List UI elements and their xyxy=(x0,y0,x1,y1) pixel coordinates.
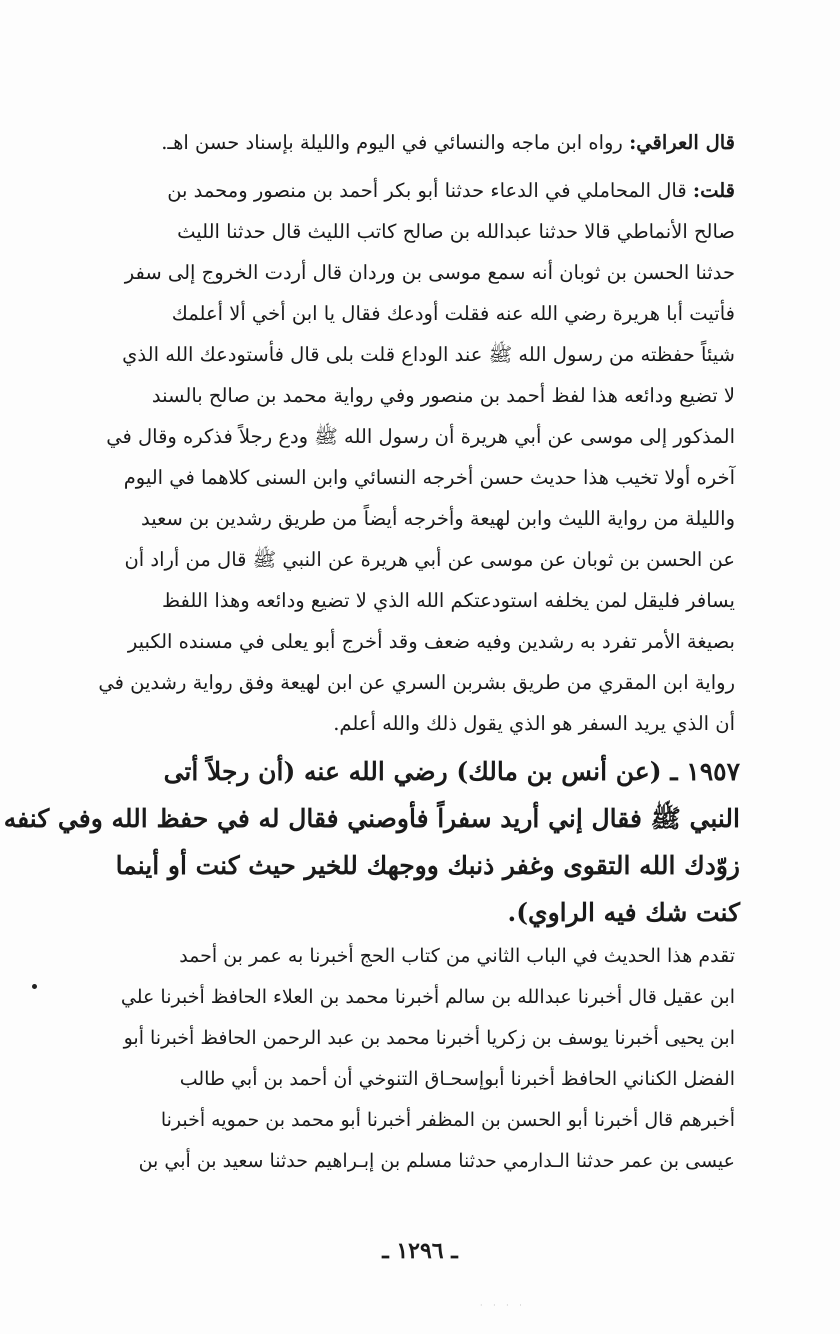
scan-artifact: · · · · xyxy=(480,1301,526,1310)
commentary-line: شيئاً حفظته من رسول الله ﷺ عند الوداع قلت بلى قال فأستودعك الله الذي xyxy=(122,343,735,366)
note-line: عيسى بن عمر حدثنا الـدارمي حدثنا مسلم بن إبـراهيم حدثنا سعيد بن أبي بن xyxy=(138,1150,735,1172)
quote-text: رواه ابن ماجه والنسائي في اليوم والليلة بإسناد حسن اهـ. xyxy=(161,131,630,154)
commentary-line: المذكور إلى موسى عن أبي هريرة أن رسول الله ﷺ ودع رجلاً فذكره وقال في xyxy=(106,425,735,448)
commentary-line: حدثنا الحسن بن ثوبان أنه سمع موسى بن وردان قال أردت الخروج إلى سفر xyxy=(124,261,735,284)
commentary-line: عن الحسن بن ثوبان عن موسى عن أبي هريرة عن النبي ﷺ قال من أراد أن xyxy=(124,548,735,571)
commentary-line xyxy=(95,170,735,211)
commentary-line: يسافر فليقل لمن يخلفه استودعتكم الله الذي لا تضيع ودائعه وهذا اللفظ xyxy=(161,589,735,612)
quote-lead: قال العراقي: xyxy=(629,131,735,154)
quote-line xyxy=(95,122,735,163)
hadith-line: زوّدك الله التقوى وغفر ذنبك ووجهك للخير حيث كنت أو أينما xyxy=(115,851,740,880)
commentary-line: فأتيت أبا هريرة رضي الله عنه فقلت أودعك فقال يا ابن أخي ألا أعلمك xyxy=(171,302,735,325)
commentary-line: لا تضيع ودائعه هذا لفظ أحمد بن منصور وفي رواية محمد بن صالح بالسند xyxy=(151,384,735,407)
margin-ink-dot xyxy=(32,984,37,989)
commentary-line: آخره أولا تخيب هذا حديث حسن أخرجه النسائي وابن السنى كلاهما في اليوم xyxy=(123,466,735,489)
note-line: تقدم هذا الحديث في الباب الثاني من كتاب الحج أخبرنا به عمر بن أحمد xyxy=(179,945,735,967)
commentary-line: أن الذي يريد السفر هو الذي يقول ذلك والله أعلم. xyxy=(333,712,735,735)
note-line: ابن يحيى أخبرنا يوسف بن زكريا أخبرنا محمد بن عبد الرحمن الحافظ أخبرنا أبو xyxy=(123,1027,735,1049)
note-line: أخبرهم قال أخبرنا أبو الحسن بن المظفر أخبرنا أبو محمد بن حمويه أخبرنا xyxy=(160,1109,735,1131)
isnad-note-paragraph xyxy=(95,936,735,1182)
commentary-paragraph xyxy=(95,170,735,744)
hadith-line: النبي ﷺ فقال إني أريد سفراً فأوصني فقال له في حفظ الله وفي كنفه xyxy=(3,804,740,833)
commentary-lead: قلت: xyxy=(692,179,735,202)
commentary-line: رواية ابن المقري من طريق بشربن السري عن ابن لهيعة وفق رواية رشدين في xyxy=(98,671,735,694)
iraqi-quote-paragraph xyxy=(95,122,735,163)
hadith-text xyxy=(3,748,740,936)
note-line: الفضل الكناني الحافظ أخبرنا أبوإسحـاق التنوخي أن أحمد بن أبي طالب xyxy=(179,1068,735,1090)
commentary-line: صالح الأنماطي قالا حدثنا عبدالله بن صالح كاتب الليث قال حدثنا الليث xyxy=(177,220,735,243)
page-number: ـ ١٢٩٦ ـ xyxy=(382,1238,458,1264)
commentary-line: والليلة من رواية الليث وابن لهيعة وأخرجه أيضاً من طريق رشدين بن سعيد xyxy=(141,507,735,530)
hadith-line: كنت شك فيه الراوي). xyxy=(507,898,740,927)
commentary-line-text: قال المحاملي في الدعاء حدثنا أبو بكر أحمد بن منصور ومحمد بن xyxy=(167,179,693,202)
hadith-line: ١٩٥٧ ـ (عن أنس بن مالك) رضي الله عنه (أن رجلاً أتى xyxy=(163,757,740,786)
commentary-line: بصيغة الأمر تفرد به رشدين وفيه ضعف وقد أخرج أبو يعلى في مسنده الكبير xyxy=(127,630,735,653)
note-line: ابن عقيل قال أخبرنا عبدالله بن سالم أخبرنا محمد بن العلاء الحافظ أخبرنا علي xyxy=(120,986,735,1008)
